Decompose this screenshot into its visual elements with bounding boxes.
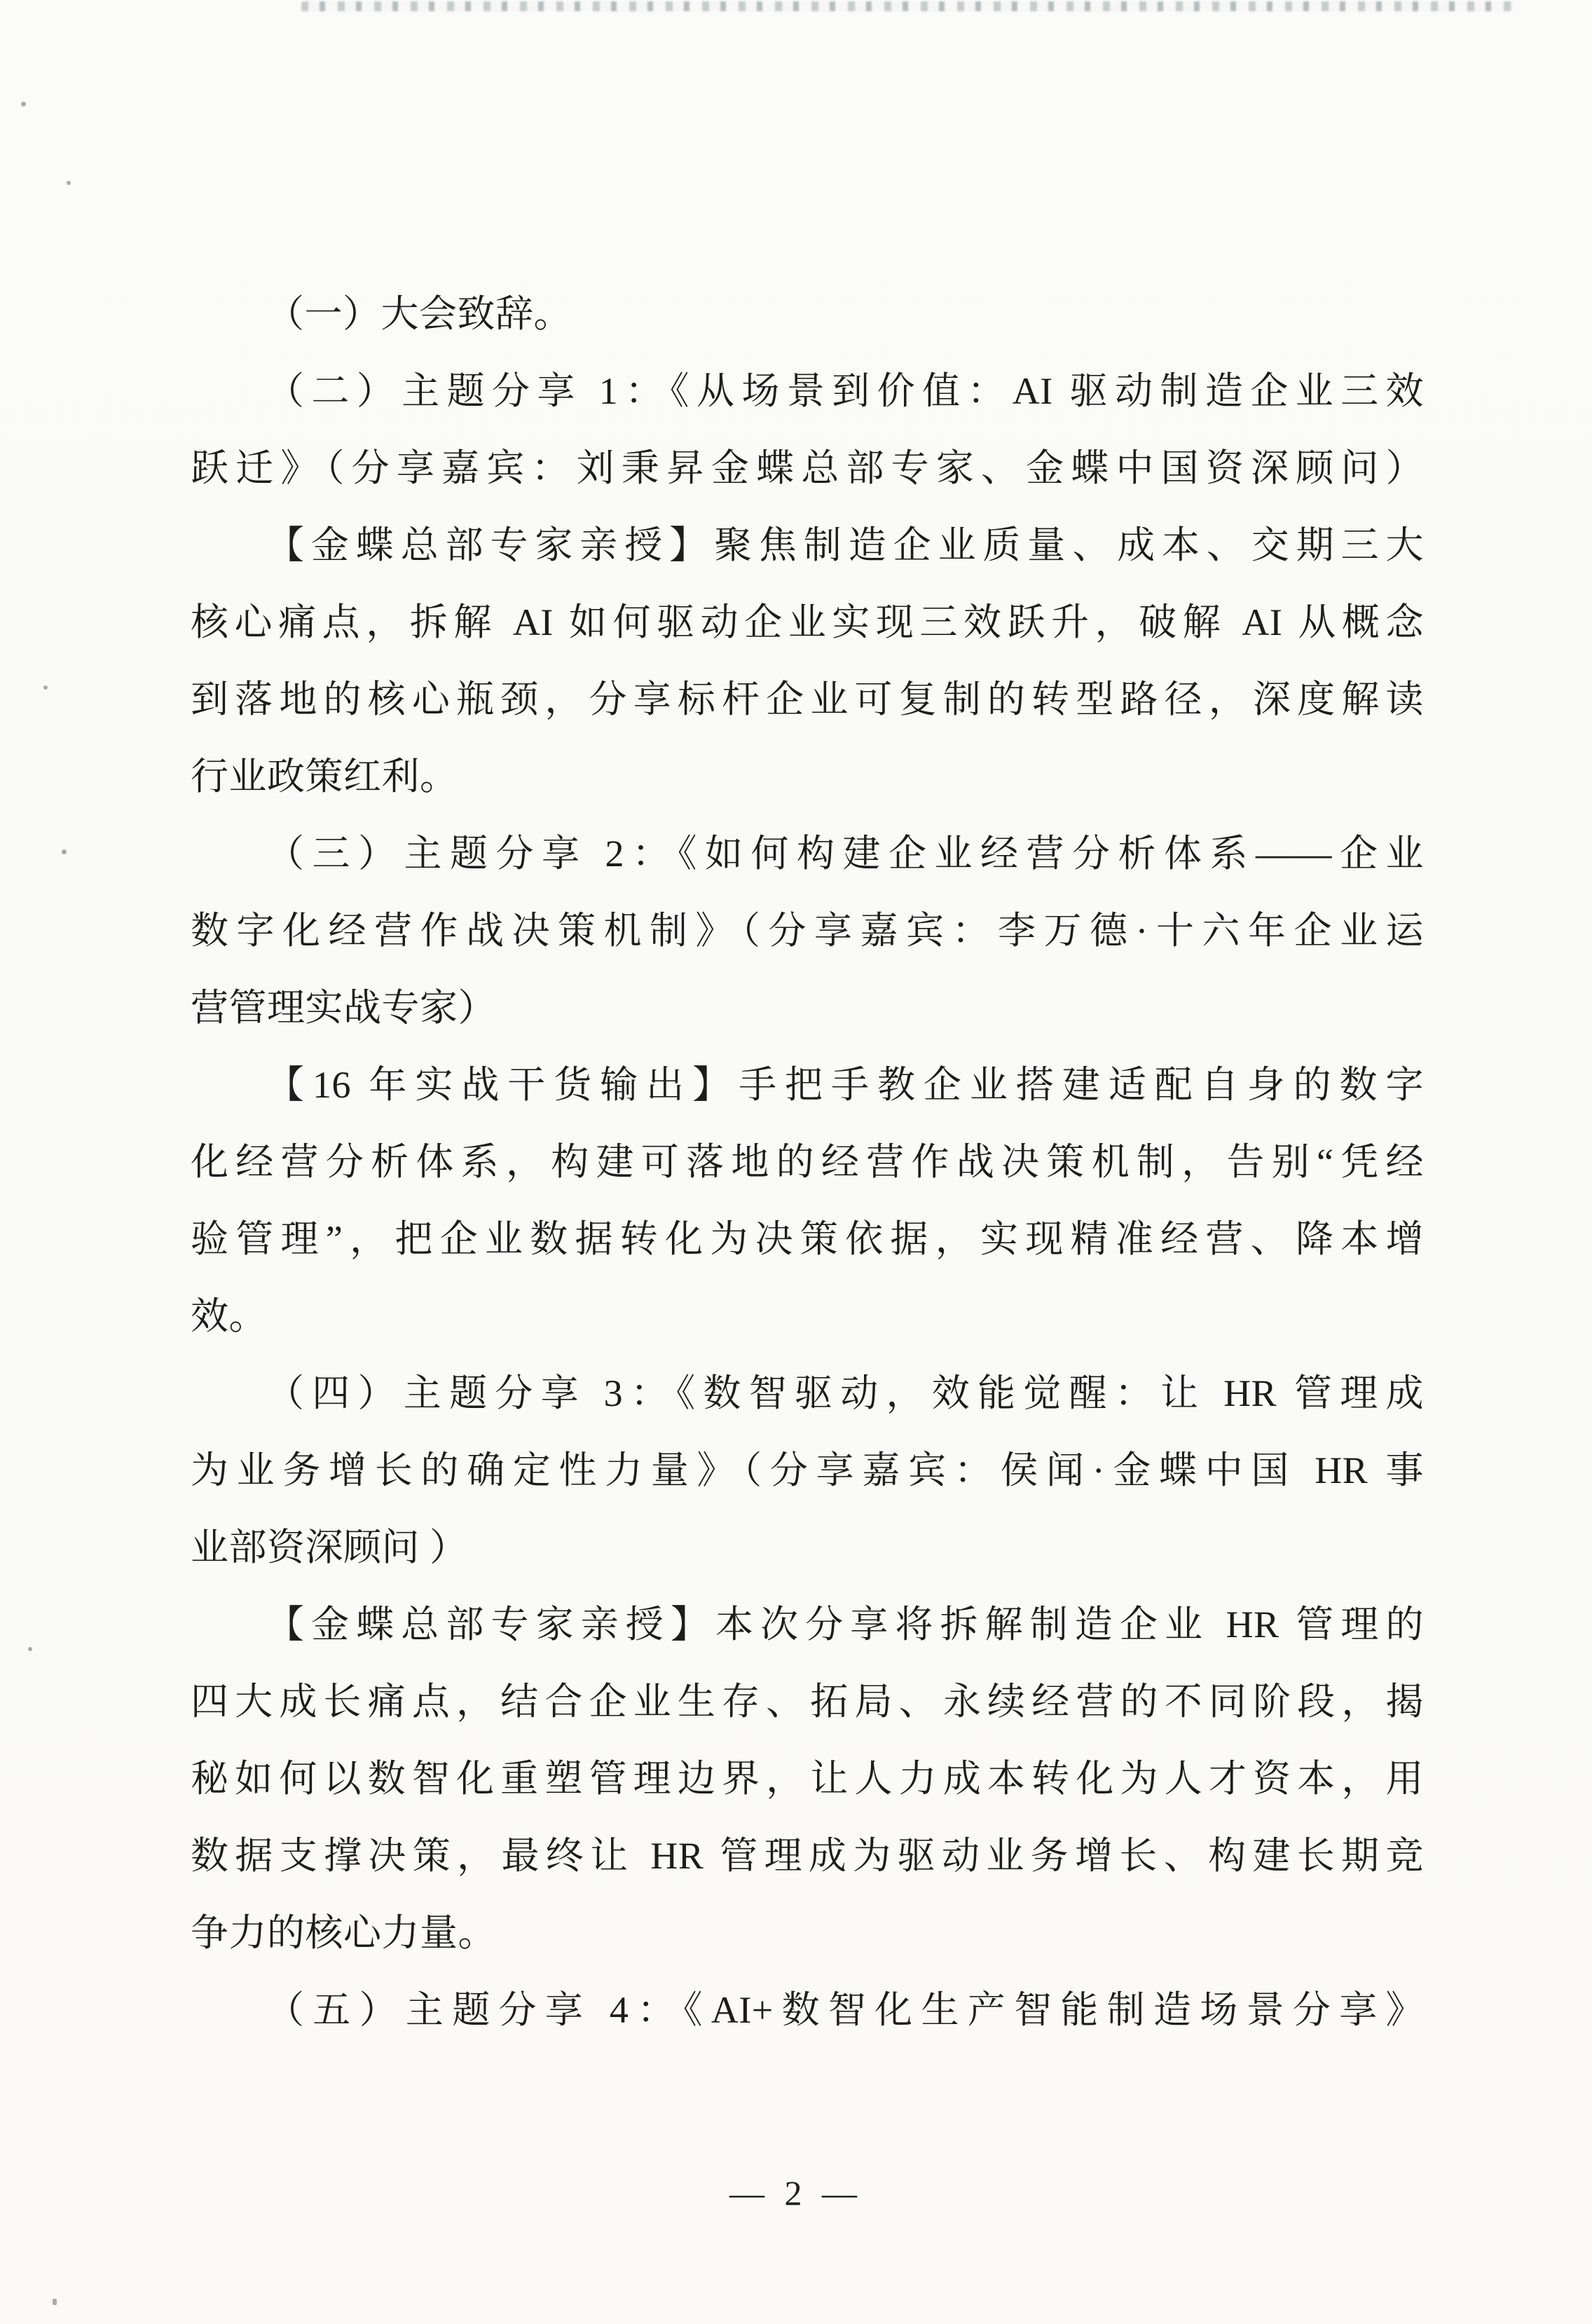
text-line: 跃迁》（分享嘉宾：刘秉昇金蝶总部专家、金蝶中国资深顾问）	[191, 447, 1424, 489]
text-line: 数据支撑决策，最终让 HR 管理成为驱动业务增长、构建长期竞	[191, 1835, 1424, 1877]
text-line: 化经营分析体系，构建可落地的经营作战决策机制，告别“凭经	[191, 1141, 1424, 1183]
scan-speck	[53, 2299, 57, 2305]
scan-speck	[28, 1647, 32, 1651]
text-line: （三）主题分享 2：《如何构建企业经营分析体系——企业	[266, 833, 1424, 875]
document-body	[191, 275, 1424, 2049]
text-line: 到落地的核心瓶颈，分享标杆企业可复制的转型路径，深度解读	[191, 678, 1424, 720]
text-line: 【16 年实战干货输出】手把手教企业搭建适配自身的数字	[266, 1064, 1424, 1106]
text-line: 数字化经营作战决策机制》（分享嘉宾：李万德·十六年企业运	[191, 910, 1424, 952]
text-line: 四大成长痛点，结合企业生存、拓局、永续经营的不同阶段，揭	[191, 1681, 1424, 1723]
text-line: 行业政策红利。	[191, 756, 458, 798]
text-line: （二）主题分享 1：《从场景到价值：AI 驱动制造企业三效	[266, 370, 1424, 412]
text-line: 营管理实战专家）	[191, 987, 496, 1029]
text-line: 争力的核心力量。	[191, 1912, 496, 1954]
scan-artifact-top	[301, 1, 1514, 11]
text-line: 为业务增长的确定性力量》（分享嘉宾：侯闻·金蝶中国 HR 事	[191, 1449, 1424, 1491]
text-line: 【金蝶总部专家亲授】聚焦制造企业质量、成本、交期三大	[266, 524, 1424, 566]
text-line: （一）大会致辞。	[266, 293, 572, 335]
text-line: 核心痛点，拆解 AI 如何驱动企业实现三效跃升，破解 AI 从概念	[191, 601, 1424, 643]
text-line: 【金蝶总部专家亲授】本次分享将拆解制造企业 HR 管理的	[266, 1604, 1424, 1646]
text-line: 效。	[191, 1295, 267, 1337]
scan-speck	[21, 102, 26, 107]
text-line: 业部资深顾问 ）	[191, 1526, 468, 1568]
text-line: 秘如何以数智化重塑管理边界，让人力成本转化为人才资本，用	[191, 1758, 1424, 1800]
text-line: （四）主题分享 3：《数智驱动，效能觉醒：让 HR 管理成	[266, 1372, 1424, 1414]
scan-speck	[62, 849, 67, 854]
text-line: （五）主题分享 4：《AI+数智化生产智能制造场景分享》	[266, 1989, 1424, 2031]
scan-speck	[43, 685, 48, 690]
scan-speck	[67, 181, 71, 185]
text-line: 验管理”，把企业数据转化为决策依据，实现精准经营、降本增	[191, 1218, 1424, 1260]
page-number: — 2 —	[729, 2173, 863, 2213]
